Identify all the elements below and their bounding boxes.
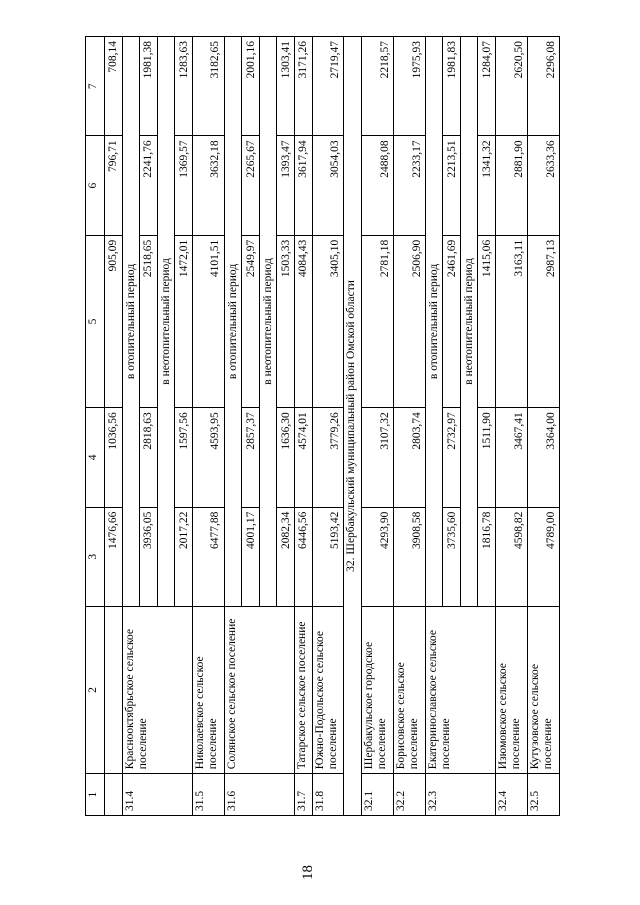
row-code: 31.4 bbox=[122, 774, 192, 816]
row-name: Шербакульское городское поселение bbox=[361, 606, 393, 773]
value-cell: 4593,95 bbox=[192, 408, 224, 507]
value-cell: 1415,06 bbox=[478, 235, 496, 408]
tariff-table bbox=[85, 36, 560, 816]
value-cell: 6477,88 bbox=[192, 507, 224, 606]
value-cell: 3735,60 bbox=[443, 507, 461, 606]
value-cell: 4101,51 bbox=[192, 235, 224, 408]
value-cell: 2518,65 bbox=[140, 235, 158, 408]
row-code: 31.7 bbox=[294, 774, 312, 816]
value-cell: 2732,97 bbox=[443, 408, 461, 507]
value-cell: 4084,43 bbox=[294, 235, 312, 408]
value-cell: 4574,01 bbox=[294, 408, 312, 507]
row-name: Борисовское сельское поселение bbox=[393, 606, 425, 773]
value-cell: 3171,26 bbox=[294, 37, 312, 136]
value-cell: 4001,17 bbox=[242, 507, 260, 606]
value-cell: 3163,11 bbox=[496, 235, 528, 408]
value-cell: 2987,13 bbox=[527, 235, 559, 408]
value-cell: 2017,22 bbox=[175, 507, 193, 606]
header-cell: 4 bbox=[86, 408, 105, 507]
row-code: 32.5 bbox=[527, 774, 559, 816]
value-cell: 4789,00 bbox=[527, 507, 559, 606]
value-cell: 3364,00 bbox=[527, 408, 559, 507]
value-cell: 3936,05 bbox=[140, 507, 158, 606]
value-cell: 1636,30 bbox=[277, 408, 295, 507]
value-cell: 3107,32 bbox=[361, 408, 393, 507]
period-label: в отопительный период bbox=[425, 37, 443, 607]
value-cell: 1303,41 bbox=[277, 37, 295, 136]
value-cell: 3182,65 bbox=[192, 37, 224, 136]
period-label: в неотопительный период bbox=[259, 37, 277, 607]
value-cell: 3617,94 bbox=[294, 136, 312, 235]
value-cell: 2296,08 bbox=[527, 37, 559, 136]
period-label: в отопительный период bbox=[224, 37, 242, 607]
value-cell: 2633,36 bbox=[527, 136, 559, 235]
value-cell: 1597,56 bbox=[175, 408, 193, 507]
value-cell: 2265,67 bbox=[242, 136, 260, 235]
value-cell: 2620,50 bbox=[496, 37, 528, 136]
row-code: 32.4 bbox=[496, 774, 528, 816]
row-name: Екатеринославское сельское поселение bbox=[425, 606, 495, 773]
header-row bbox=[86, 37, 105, 816]
value-cell: 1476,66 bbox=[105, 507, 123, 606]
value-cell: 3632,18 bbox=[192, 136, 224, 235]
value-cell: 2233,17 bbox=[393, 136, 425, 235]
row-code: 31.5 bbox=[192, 774, 224, 816]
value-cell: 2803,74 bbox=[393, 408, 425, 507]
rotated-table-container bbox=[85, 36, 560, 816]
table-row bbox=[393, 37, 425, 816]
section-row bbox=[344, 37, 362, 816]
table-row bbox=[361, 37, 393, 816]
value-cell: 1283,63 bbox=[175, 37, 193, 136]
table-row bbox=[312, 37, 344, 816]
value-cell: 2549,97 bbox=[242, 235, 260, 408]
value-cell: 3908,58 bbox=[393, 507, 425, 606]
value-cell: 1816,78 bbox=[478, 507, 496, 606]
row-code: 31.6 bbox=[224, 774, 294, 816]
period-label: в отопительный период bbox=[122, 37, 140, 607]
value-cell: 3405,10 bbox=[312, 235, 344, 408]
value-cell: 905,09 bbox=[105, 235, 123, 408]
table-row bbox=[496, 37, 528, 816]
row-code bbox=[105, 774, 123, 816]
table-row bbox=[527, 37, 559, 816]
value-cell: 2218,57 bbox=[361, 37, 393, 136]
value-cell: 708,14 bbox=[105, 37, 123, 136]
header-cell: 7 bbox=[86, 37, 105, 136]
value-cell: 1472,01 bbox=[175, 235, 193, 408]
value-cell: 1341,32 bbox=[478, 136, 496, 235]
value-cell: 3054,03 bbox=[312, 136, 344, 235]
table-row bbox=[122, 37, 140, 816]
value-cell: 2857,37 bbox=[242, 408, 260, 507]
table-row bbox=[425, 37, 443, 816]
row-code: 32.2 bbox=[393, 774, 425, 816]
table-row bbox=[294, 37, 312, 816]
table-row bbox=[105, 37, 123, 816]
value-cell: 2781,18 bbox=[361, 235, 393, 408]
value-cell: 2818,63 bbox=[140, 408, 158, 507]
value-cell: 2082,34 bbox=[277, 507, 295, 606]
value-cell: 2213,51 bbox=[443, 136, 461, 235]
row-name bbox=[105, 606, 123, 773]
value-cell: 1511,90 bbox=[478, 408, 496, 507]
value-cell: 5193,42 bbox=[312, 507, 344, 606]
value-cell: 2461,69 bbox=[443, 235, 461, 408]
row-name: Кутузовское сельское поселение bbox=[527, 606, 559, 773]
value-cell: 1503,33 bbox=[277, 235, 295, 408]
row-code: 32.3 bbox=[425, 774, 495, 816]
header-cell: 6 bbox=[86, 136, 105, 235]
row-name: Краснооктябрьское сельское поселение bbox=[122, 606, 192, 773]
value-cell: 1284,07 bbox=[478, 37, 496, 136]
value-cell: 1981,83 bbox=[443, 37, 461, 136]
value-cell: 2241,76 bbox=[140, 136, 158, 235]
row-code: 31.8 bbox=[312, 774, 344, 816]
value-cell: 6446,56 bbox=[294, 507, 312, 606]
row-name: Николаевское сельское поселение bbox=[192, 606, 224, 773]
section-title: 32. Шербакульский муниципальный район Омской области bbox=[344, 37, 362, 816]
value-cell: 1393,47 bbox=[277, 136, 295, 235]
table-row bbox=[192, 37, 224, 816]
value-cell: 1036,56 bbox=[105, 408, 123, 507]
value-cell: 1981,38 bbox=[140, 37, 158, 136]
period-label: в неотопительный период bbox=[157, 37, 175, 607]
value-cell: 2488,08 bbox=[361, 136, 393, 235]
value-cell: 2719,47 bbox=[312, 37, 344, 136]
row-name: Солянское сельское поселение bbox=[224, 606, 294, 773]
value-cell: 796,71 bbox=[105, 136, 123, 235]
value-cell: 3467,41 bbox=[496, 408, 528, 507]
header-cell: 2 bbox=[86, 606, 105, 773]
value-cell: 2506,90 bbox=[393, 235, 425, 408]
table-row bbox=[224, 37, 242, 816]
row-name: Татарское сельское поселение bbox=[294, 606, 312, 773]
value-cell: 1975,93 bbox=[393, 37, 425, 136]
value-cell: 4293,90 bbox=[361, 507, 393, 606]
header-cell: 3 bbox=[86, 507, 105, 606]
header-cell: 1 bbox=[86, 774, 105, 816]
row-name: Южно-Подольское сельское поселение bbox=[312, 606, 344, 773]
page-number: 18 bbox=[300, 865, 316, 880]
header-cell: 5 bbox=[86, 235, 105, 408]
row-name: Изюмовское сельское поселение bbox=[496, 606, 528, 773]
value-cell: 1369,57 bbox=[175, 136, 193, 235]
value-cell: 2001,16 bbox=[242, 37, 260, 136]
value-cell: 3779,26 bbox=[312, 408, 344, 507]
value-cell: 4598,82 bbox=[496, 507, 528, 606]
period-label: в неотопительный период bbox=[460, 37, 478, 607]
row-code: 32.1 bbox=[361, 774, 393, 816]
value-cell: 2881,90 bbox=[496, 136, 528, 235]
